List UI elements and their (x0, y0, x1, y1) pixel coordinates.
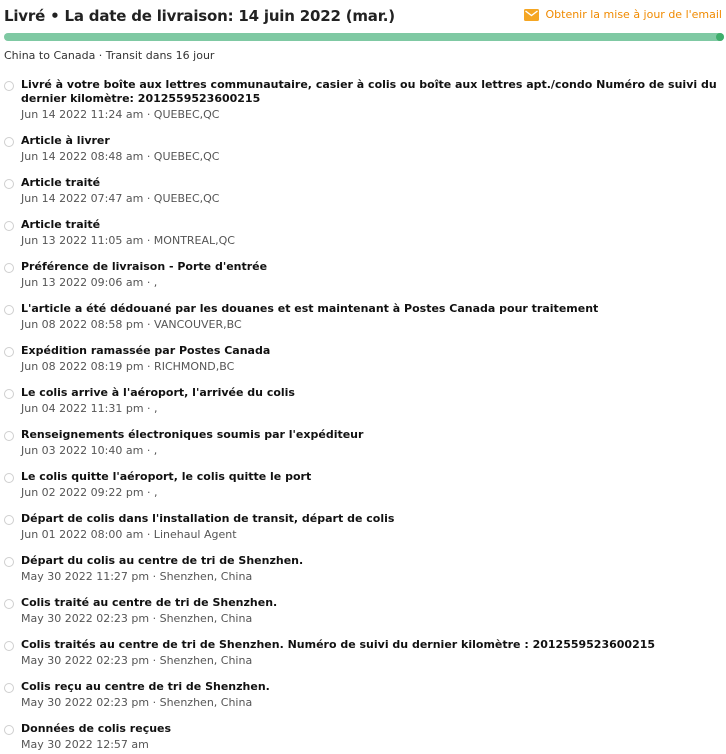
timeline-dot-icon (4, 557, 14, 567)
timeline-dot-icon (4, 179, 14, 189)
event-time-location: May 30 2022 11:27 pm · Shenzhen, China (21, 570, 253, 583)
route-summary: China to Canada · Transit dans 16 jour (4, 49, 215, 62)
timeline-dot-icon (4, 683, 14, 693)
timeline-dot-icon (4, 137, 14, 147)
email-updates-label[interactable]: Obtenir la mise à jour de l'email (545, 8, 722, 21)
tracking-event (0, 302, 726, 333)
event-description: L'article a été dédouané par les douanes et est maintenant à Postes Canada pour traitement (21, 302, 599, 315)
event-time-location: Jun 08 2022 08:19 pm · RICHMOND,BC (21, 360, 235, 373)
timeline-dot-icon (4, 431, 14, 441)
event-description: Départ de colis dans l'installation de transit, départ de colis (21, 512, 395, 525)
tracking-header (4, 7, 722, 29)
event-description: Article traité (21, 218, 101, 231)
event-description: Le colis arrive à l'aéroport, l'arrivée du colis (21, 386, 295, 399)
event-time-location: Jun 01 2022 08:00 am · Linehaul Agent (21, 528, 237, 541)
email-updates-link[interactable] (524, 8, 722, 21)
timeline-dot-icon (4, 641, 14, 651)
event-time-location: Jun 08 2022 08:58 pm · VANCOUVER,BC (21, 318, 242, 331)
event-description: Données de colis reçues (21, 722, 172, 735)
event-time-location: May 30 2022 02:23 pm · Shenzhen, China (21, 696, 253, 709)
event-description: Renseignements électroniques soumis par l'expéditeur (21, 428, 364, 441)
timeline-dot-icon (4, 347, 14, 357)
tracking-event (0, 218, 726, 249)
envelope-icon (524, 9, 539, 21)
progress-fill (4, 33, 724, 41)
event-description: Départ du colis au centre de tri de Shenzhen. (21, 554, 304, 567)
tracking-event (0, 638, 726, 669)
event-time-location: Jun 03 2022 10:40 am · , (21, 444, 158, 457)
event-time-location: Jun 04 2022 11:31 pm · , (21, 402, 158, 415)
tracking-event (0, 596, 726, 627)
event-description: Colis traité au centre de tri de Shenzhen. (21, 596, 278, 609)
tracking-event (0, 134, 726, 165)
tracking-event (0, 344, 726, 375)
event-time-location: May 30 2022 02:23 pm · Shenzhen, China (21, 654, 253, 667)
tracking-event (0, 176, 726, 207)
event-description: Colis traités au centre de tri de Shenzhen. Numéro de suivi du dernier kilomètre : 2012559523600215 (21, 638, 656, 651)
timeline-dot-icon (4, 725, 14, 735)
timeline-dot-icon (4, 599, 14, 609)
timeline-dot-icon (4, 473, 14, 483)
delivery-status-title: Livré • La date de livraison: 14 juin 2022 (mar.) (4, 7, 395, 25)
event-time-location: Jun 14 2022 11:24 am · QUEBEC,QC (21, 108, 220, 121)
timeline-dot-icon (4, 81, 14, 91)
event-time-location: Jun 13 2022 09:06 am · , (21, 276, 158, 289)
tracking-event (0, 722, 726, 753)
event-time-location: Jun 13 2022 11:05 am · MONTREAL,QC (21, 234, 235, 247)
event-time-location: Jun 14 2022 08:48 am · QUEBEC,QC (21, 150, 220, 163)
event-time-location: May 30 2022 02:23 pm · Shenzhen, China (21, 612, 253, 625)
timeline-dot-icon (4, 305, 14, 315)
tracking-event (0, 470, 726, 501)
event-description: Le colis quitte l'aéroport, le colis quitte le port (21, 470, 312, 483)
event-description: Article traité (21, 176, 101, 189)
tracking-event (0, 512, 726, 543)
progress-end-marker (716, 33, 724, 41)
timeline-dot-icon (4, 263, 14, 273)
timeline-dot-icon (4, 221, 14, 231)
event-description: Colis reçu au centre de tri de Shenzhen. (21, 680, 270, 693)
tracking-event (0, 428, 726, 459)
event-description: Expédition ramassée par Postes Canada (21, 344, 271, 357)
event-description: Article à livrer (21, 134, 110, 147)
event-time-location: May 30 2022 12:57 am (21, 738, 149, 751)
tracking-event (0, 78, 726, 123)
timeline-dot-icon (4, 389, 14, 399)
event-description: Préférence de livraison - Porte d'entrée (21, 260, 268, 273)
timeline-dot-icon (4, 515, 14, 525)
event-description: Livré à votre boîte aux lettres communautaire, casier à colis ou boîte aux lettres apt./condo Numéro de suivi du dernier kilomètre: 2012559523600215 (21, 78, 717, 105)
event-time-location: Jun 14 2022 07:47 am · QUEBEC,QC (21, 192, 220, 205)
delivery-progress-bar (4, 33, 724, 41)
tracking-event (0, 554, 726, 585)
tracking-event (0, 386, 726, 417)
tracking-event (0, 260, 726, 291)
tracking-event (0, 680, 726, 711)
event-time-location: Jun 02 2022 09:22 pm · , (21, 486, 158, 499)
